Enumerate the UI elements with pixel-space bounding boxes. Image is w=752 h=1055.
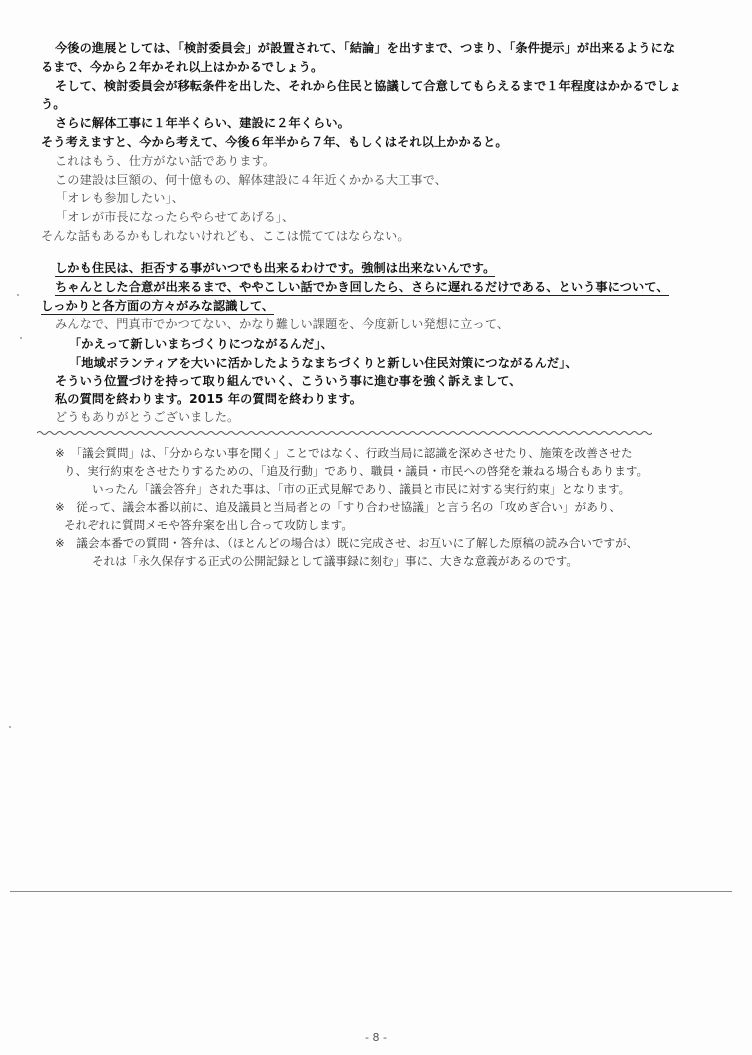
note-1-line-2: り、実行約束をさせたりするための、「追及行動」であり、職員・議員・市民への啓発を兼ねる場合もあります。	[64, 464, 649, 478]
note-3-line-1: ※ 議会本番での質問・答弁は、（ほとんどの場合は）既に完成させ、お互いに了解した原稿の読み合いですが、	[55, 536, 639, 550]
body-line-2: るまで、今から２年かそれ以上はかかるでしょう。	[41, 60, 324, 74]
body-line-10: 「オレが市長になったらやらせてあげる」、	[55, 210, 295, 224]
scan-speck	[20, 337, 22, 339]
page-number: - 8 -	[365, 1031, 387, 1044]
emphasis-line-2	[55, 279, 669, 295]
note-2-line-1: ※ 従って、議会本番以前に、追及議員と当局者との「すり合わせ協議」と言う名の「攻めぎ合い」があり、	[55, 500, 621, 514]
body-line-8: この建設は巨額の、何十億もの、解体建設に４年近くかかる大工事で、	[55, 173, 447, 187]
note-1-line-1: ※ 「議会質問」は、「分からない事を聞く」ことではなく、行政当局に認識を深めさせたり、施策を改善させた	[55, 446, 633, 460]
quote-line-1: 「かえって新しいまちづくりにつながるんだ」、	[69, 337, 333, 351]
body-line-15: みんなで、門真市でかつてない、かなり難しい課題を、今度新しい発想に立って、	[55, 317, 510, 331]
emphasis-line-2-text: ちゃんとした合意が出来るまで、ややこしい話でかき回したら、さらに遅れるだけである、という事について、	[55, 280, 669, 294]
emphasis-line-3	[41, 298, 274, 314]
quote-line-2: 「地域ボランティアを大いに活かしたようなまちづくりと新しい住民対策につながるんだ」、	[69, 356, 578, 370]
body-line-18: そういう位置づけを持って取り組んでいく、こういう事に進む事を強く訴えまして、	[55, 374, 522, 388]
body-line-11: そんな話もあるかもしれないけれども、ここは慌ててはならない。	[41, 229, 410, 243]
note-1-line-3: いったん「議会答弁」された事は、「市の正式見解であり、議員と市民に対する実行約束」となります。	[92, 482, 631, 496]
body-line-9: 「オレも参加したい」、	[55, 191, 185, 205]
closing-line: どうもありがとうございました。	[55, 410, 240, 424]
body-line-19: 私の質問を終わります。2015 年の質問を終わります。	[55, 392, 363, 406]
scan-speck	[17, 294, 19, 296]
emphasis-line-1-text: しかも住民は、拒否する事がいつでも出来るわけです。強制は出来ないんです。	[55, 261, 496, 275]
wavy-separator-graphic	[37, 428, 652, 438]
note-2-line-2: それぞれに質問メモや答弁案を出し合って攻防します。	[64, 518, 353, 532]
wavy-separator	[37, 423, 652, 433]
body-line-6: そう考えますと、今から考えて、今後６年半から７年、もしくはそれ以上かかると。	[41, 135, 508, 149]
body-line-1: 今後の進展としては、「検討委員会」が設置されて、「結論」を出すまで、つまり、「条件提示」が出来るようにな	[55, 41, 676, 55]
body-line-5: さらに解体工事に１年半くらい、建設に２年くらい。	[55, 116, 350, 130]
body-line-3: そして、検討委員会が移転条件を出した、それから住民と協議して合意してもらえるまで１年程度はかかるでしょ	[55, 79, 682, 93]
emphasis-line-1	[55, 260, 495, 276]
body-line-7: これはもう、仕方がない話であります。	[55, 154, 276, 168]
body-line-4: う。	[41, 97, 66, 111]
emphasis-line-3-text: しっかりと各方面の方々がみな認識して、	[41, 299, 275, 313]
footer-rule	[10, 891, 732, 892]
note-3-line-2: それは「永久保存する正式の公開記録として議事録に刻む」事に、大きな意義があるのです。	[92, 554, 579, 568]
scan-speck	[9, 726, 11, 728]
